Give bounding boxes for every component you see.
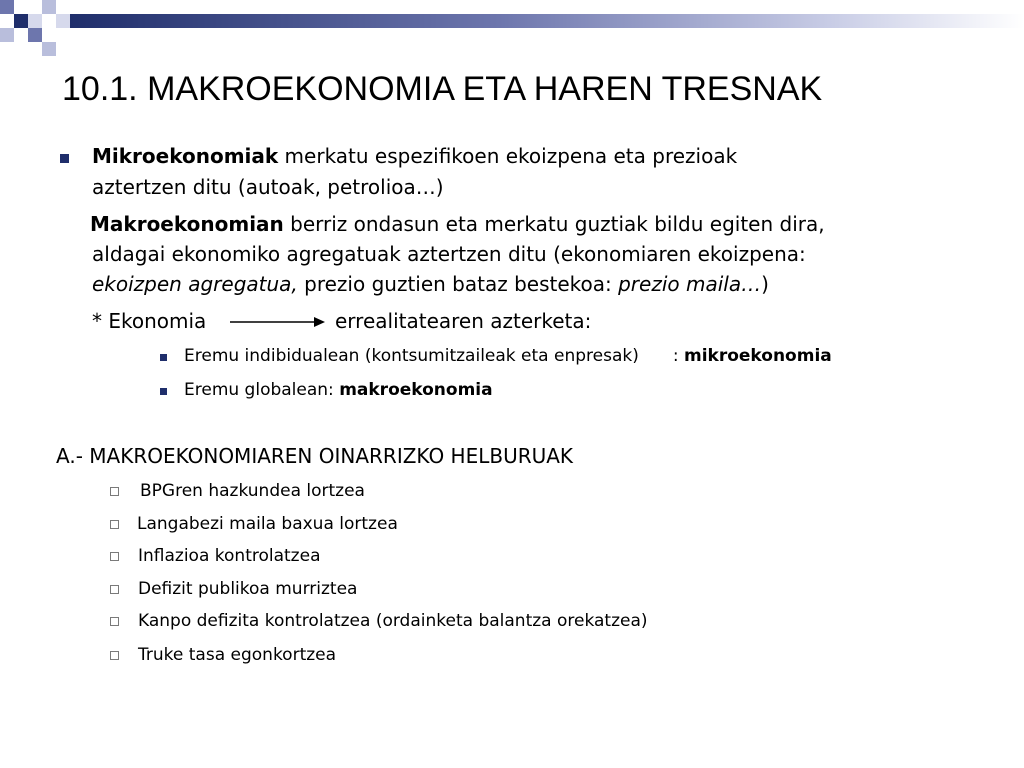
hollow-square-bullet-icon [110,585,119,594]
macro-term: Makroekonomian [90,212,284,236]
hollow-square-bullet-icon [110,651,119,660]
square-bullet-icon [160,354,167,361]
micro-line-1 [92,141,737,172]
micro-text: merkatu espezifikoen ekoizpena eta prezioak [278,144,738,168]
sub1-term: mikroekonomia [683,346,832,366]
sub-item-global [184,378,493,402]
ekonomia-target: errealitatearen azterketa: [335,309,592,333]
slide-title: 10.1. MAKROEKONOMIA ETA HAREN TRESNAK [62,70,823,108]
sub2-text: Eremu globalean: [184,380,340,400]
hollow-square-bullet-icon [110,520,119,529]
sub-item-individual [184,344,832,368]
list-item: Truke tasa egonkortzea [138,645,337,665]
section-heading: A.- MAKROEKONOMIAREN OINARRIZKO HELBURUAK [56,444,574,468]
macro-end: ) [761,272,769,296]
macro-italic-1: ekoizpen agregatua, [92,272,298,296]
list-item: Defizit publikoa murriztea [138,579,358,599]
hollow-square-bullet-icon [110,552,119,561]
macro-line-2: aldagai ekonomiko agregatuak aztertzen ditu (ekonomiaren ekoizpena: [92,242,806,266]
macro-italic-2: prezio maila… [618,272,762,296]
list-item: Langabezi maila baxua lortzea [137,514,398,534]
macro-text: berriz ondasun eta merkatu guztiak bildu egiten dira, [283,212,825,236]
hollow-square-bullet-icon [110,617,119,626]
sub2-term: makroekonomia [339,380,493,400]
square-bullet-icon [160,388,167,395]
micro-line-2: aztertzen ditu (autoak, petrolioa…) [92,175,444,199]
micro-term: Mikroekonomiak [92,144,279,168]
ekonomia-label: * Ekonomia [92,309,207,333]
sub1-colon: : [672,346,684,366]
macro-line-1 [90,209,825,240]
right-arrow-icon [228,315,328,329]
header-decoration [0,0,1024,60]
sub1-text: Eremu indibidualean (kontsumitzaileak eta enpresak) [184,346,639,366]
list-item: Kanpo defizita kontrolatzea (ordainketa balantza orekatzea) [138,611,648,631]
square-bullet-icon [60,154,69,163]
list-item: BPGren hazkundea lortzea [140,481,365,501]
hollow-square-bullet-icon [110,487,119,496]
list-item: Inflazioa kontrolatzea [138,546,321,566]
macro-mid: prezio guztien bataz bestekoa: [297,272,619,296]
macro-line-3 [92,269,769,300]
